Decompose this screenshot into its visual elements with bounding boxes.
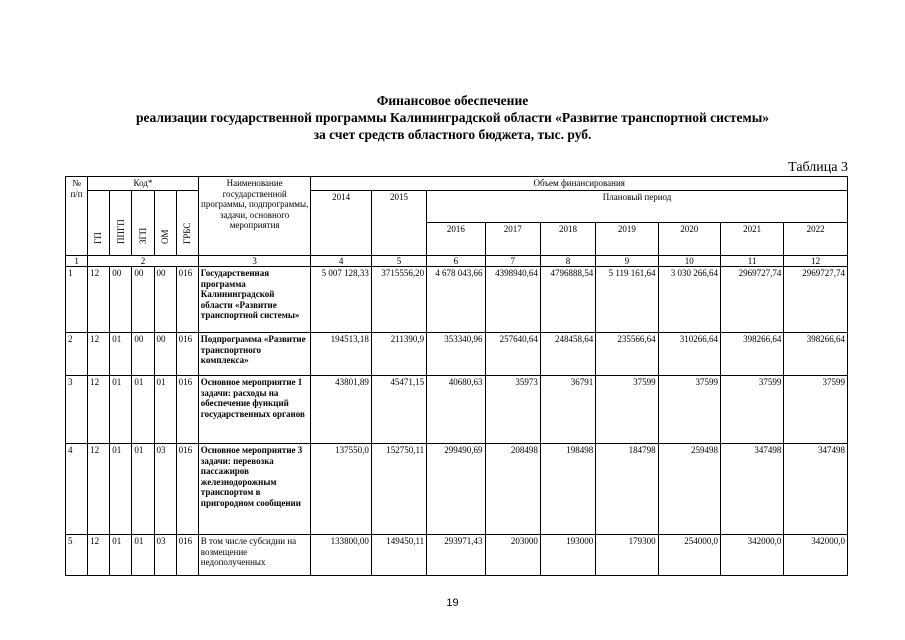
value-cell: 347498 (720, 444, 783, 535)
row-name: Государственная программа Калининградской области «Развитие транспортной системы» (198, 267, 311, 333)
code-cell: 016 (176, 333, 198, 376)
row-num: 2 (66, 333, 88, 376)
header-year-2014: 2014 (311, 190, 371, 255)
table-row (66, 444, 848, 535)
value-cell: 37599 (658, 376, 720, 444)
value-cell: 347498 (784, 444, 848, 535)
code-cell: 016 (176, 535, 198, 576)
header-year-2016: 2016 (427, 223, 485, 256)
header-kod: Код* (88, 177, 199, 191)
value-cell: 179300 (596, 535, 658, 576)
col-number: 6 (427, 255, 485, 267)
value-cell: 37599 (784, 376, 848, 444)
header-year-2020: 2020 (658, 223, 720, 256)
value-cell: 4398940,64 (485, 267, 540, 333)
header-kod-om: ОМ (159, 228, 170, 244)
header-year-2022: 2022 (784, 223, 848, 256)
row-name: Основное мероприятие 1 задачи: расходы на обеспечение функций государственных органов (198, 376, 311, 444)
value-cell: 235566,64 (596, 333, 658, 376)
code-cell: 00 (154, 267, 176, 333)
value-cell: 43801,89 (311, 376, 371, 444)
header-volume: Объем финансирования (311, 177, 848, 191)
value-cell: 3 030 266,64 (658, 267, 720, 333)
value-cell: 193000 (540, 535, 595, 576)
header-plan-period: Плановый период (427, 190, 848, 223)
code-cell: 01 (132, 376, 154, 444)
row-num: 4 (66, 444, 88, 535)
value-cell: 37599 (596, 376, 658, 444)
financing-table (65, 176, 848, 576)
column-number-row (66, 255, 848, 267)
col-number: 7 (485, 255, 540, 267)
col-number: 5 (371, 255, 426, 267)
header-year-2017: 2017 (485, 223, 540, 256)
value-cell: 4 678 043,66 (427, 267, 485, 333)
col-number: 3 (198, 255, 311, 267)
value-cell: 45471,15 (371, 376, 426, 444)
table-row (66, 376, 848, 444)
value-cell: 133800,00 (311, 535, 371, 576)
value-cell: 211390,9 (371, 333, 426, 376)
value-cell: 254000,0 (658, 535, 720, 576)
value-cell: 398266,64 (720, 333, 783, 376)
code-cell: 016 (176, 267, 198, 333)
value-cell: 259498 (658, 444, 720, 535)
value-cell: 2969727,74 (720, 267, 783, 333)
value-cell: 2969727,74 (784, 267, 848, 333)
value-cell: 203000 (485, 535, 540, 576)
value-cell: 248458,64 (540, 333, 595, 376)
value-cell: 137550,0 (311, 444, 371, 535)
value-cell: 5 007 128,33 (311, 267, 371, 333)
value-cell: 5 119 161,64 (596, 267, 658, 333)
code-cell: 12 (88, 376, 110, 444)
col-number: 4 (311, 255, 371, 267)
code-cell: 01 (110, 535, 132, 576)
value-cell: 152750,11 (371, 444, 426, 535)
table-label: Таблица 3 (788, 160, 848, 175)
header-year-2015: 2015 (371, 190, 426, 255)
doc-title-line3: за счет средств областного бюджета, тыс. руб. (313, 127, 592, 142)
value-cell: 35973 (485, 376, 540, 444)
value-cell: 40680,63 (427, 376, 485, 444)
table-row (66, 535, 848, 576)
header-kod-ppgp: ППГП (115, 218, 126, 244)
code-cell: 12 (88, 535, 110, 576)
header-num: № п/п (66, 177, 88, 256)
value-cell: 398266,64 (784, 333, 848, 376)
table-row (66, 267, 848, 333)
code-cell: 12 (88, 333, 110, 376)
header-year-2021: 2021 (720, 223, 783, 256)
header-kod-gp: ГП (93, 231, 104, 244)
code-cell: 01 (110, 376, 132, 444)
value-cell: 198498 (540, 444, 595, 535)
doc-title-line2: реализации государственной программы Калининградской области «Развитие транспортной системы» (135, 110, 770, 125)
value-cell: 36791 (540, 376, 595, 444)
value-cell: 184798 (596, 444, 658, 535)
value-cell: 4796888,54 (540, 267, 595, 333)
code-cell: 03 (154, 535, 176, 576)
code-cell: 00 (154, 333, 176, 376)
code-cell: 00 (132, 267, 154, 333)
value-cell: 208498 (485, 444, 540, 535)
value-cell: 257640,64 (485, 333, 540, 376)
value-cell: 353340,96 (427, 333, 485, 376)
header-name: Наименование государственной программы, подпрограммы, задачи, основного мероприятия (198, 177, 311, 256)
code-cell: 016 (176, 376, 198, 444)
col-number: 10 (658, 255, 720, 267)
col-number: 1 (66, 255, 88, 267)
value-cell: 299490,69 (427, 444, 485, 535)
value-cell: 194513,18 (311, 333, 371, 376)
code-cell: 12 (88, 444, 110, 535)
page-number: 19 (446, 597, 459, 609)
row-name: Основное мероприятие 3 задачи: перевозка пассажиров железнодорожным транспортом в пригородном сообщении (198, 444, 311, 535)
row-name: Подпрограмма «Развитие транспортного комплекса» (198, 333, 311, 376)
row-name: В том числе субсидии на возмещение недополученных (198, 535, 311, 576)
col-number: 8 (540, 255, 595, 267)
row-num: 3 (66, 376, 88, 444)
value-cell: 37599 (720, 376, 783, 444)
code-cell: 00 (110, 267, 132, 333)
value-cell: 293971,43 (427, 535, 485, 576)
row-num: 1 (66, 267, 88, 333)
col-number: 11 (720, 255, 783, 267)
code-cell: 01 (132, 535, 154, 576)
code-cell: 01 (110, 444, 132, 535)
value-cell: 3715556,20 (371, 267, 426, 333)
col-number: 12 (784, 255, 848, 267)
row-num: 5 (66, 535, 88, 576)
code-cell: 03 (154, 444, 176, 535)
code-cell: 12 (88, 267, 110, 333)
value-cell: 342000,0 (784, 535, 848, 576)
code-cell: 00 (132, 333, 154, 376)
code-cell: 01 (110, 333, 132, 376)
header-year-2019: 2019 (596, 223, 658, 256)
col-number: 9 (596, 255, 658, 267)
doc-title-line1: Финансовое обеспечение (376, 93, 529, 108)
col-number: 2 (88, 255, 199, 267)
code-cell: 01 (154, 376, 176, 444)
header-kod-zgp: ЗГП (137, 227, 148, 244)
value-cell: 342000,0 (720, 535, 783, 576)
value-cell: 149450,11 (371, 535, 426, 576)
code-cell: 01 (132, 444, 154, 535)
code-cell: 016 (176, 444, 198, 535)
table-row (66, 333, 848, 376)
header-year-2018: 2018 (540, 223, 595, 256)
header-kod-grbs: ГРБС (181, 222, 192, 244)
value-cell: 310266,64 (658, 333, 720, 376)
